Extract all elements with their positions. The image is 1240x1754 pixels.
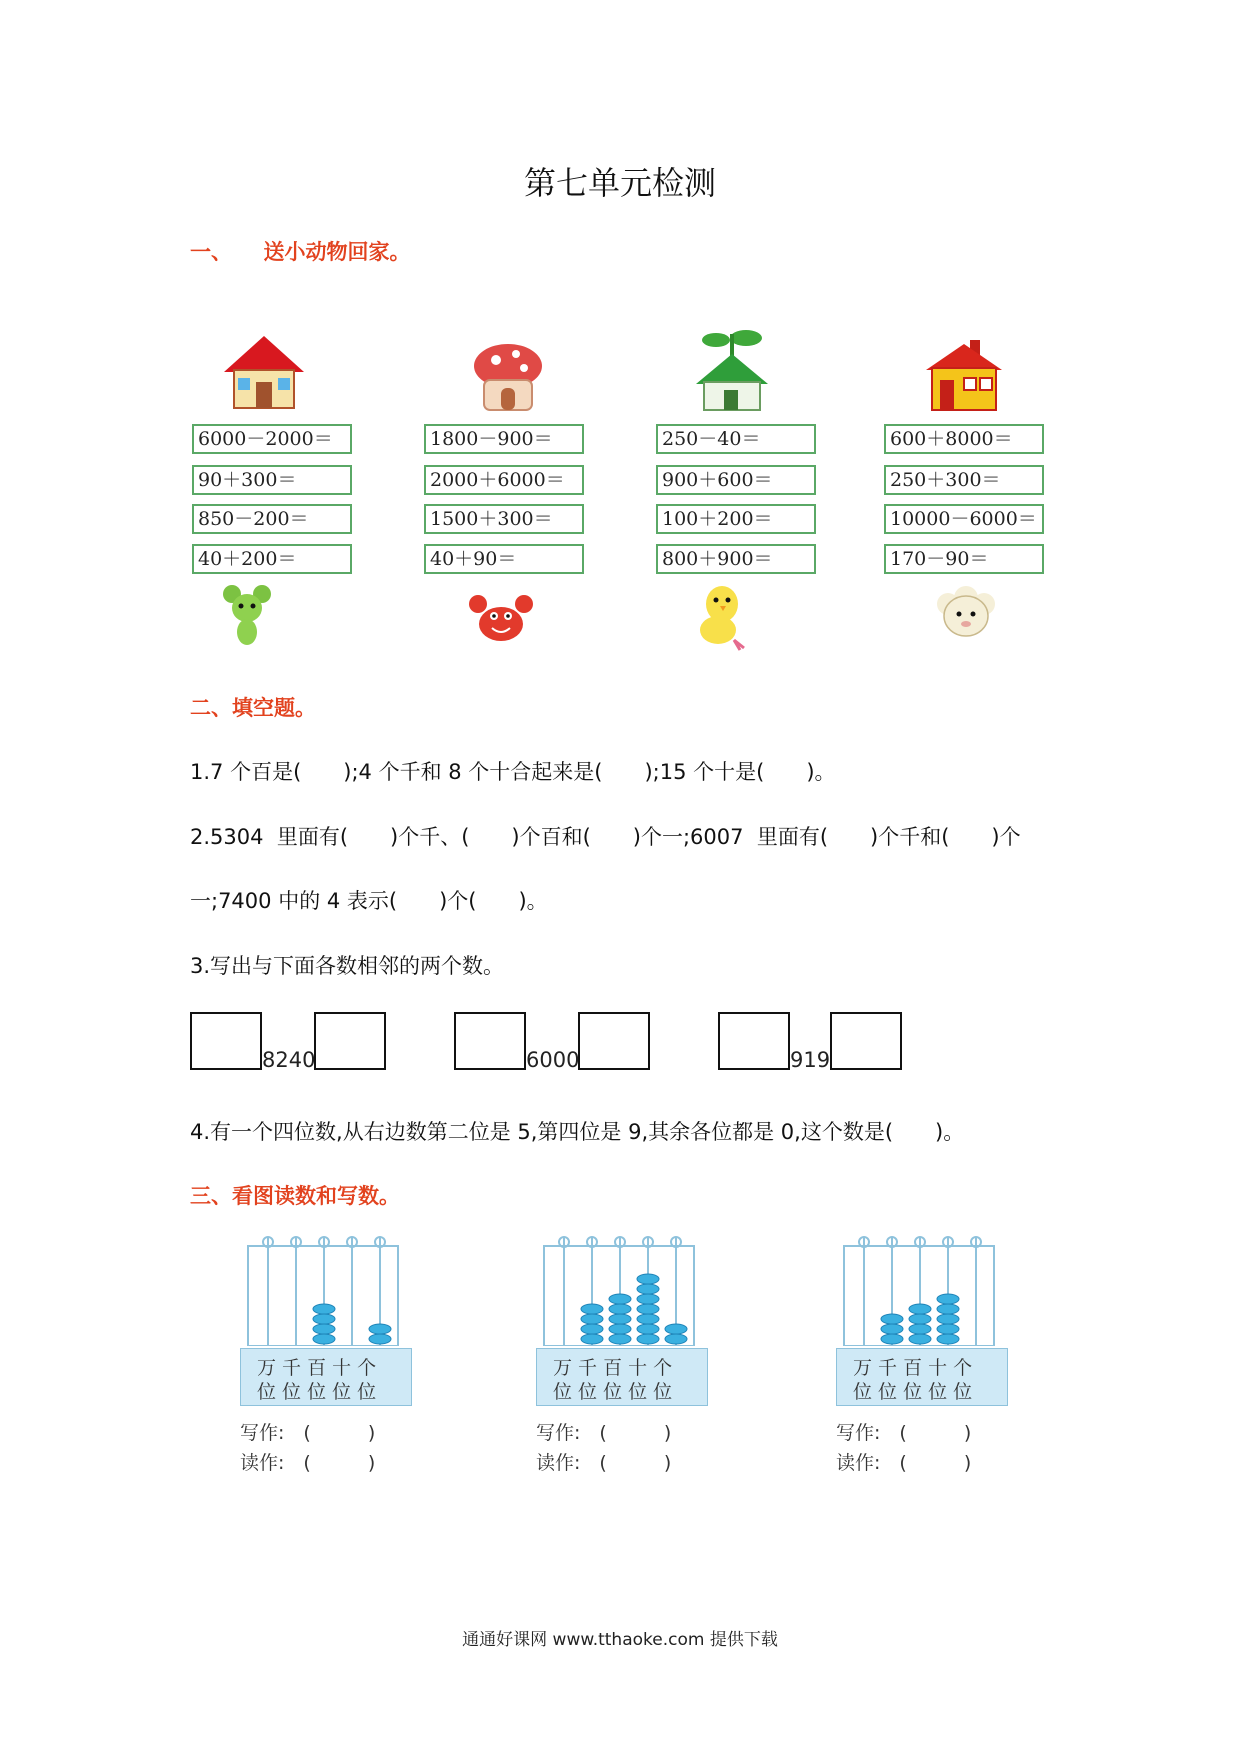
leaf-house-icon <box>694 326 770 412</box>
abacus-bead <box>637 1294 659 1304</box>
abacus-bead <box>937 1324 959 1334</box>
abacus-bead <box>909 1304 931 1314</box>
question-3: 3.写出与下面各数相邻的两个数。 <box>190 954 505 978</box>
equation-box: 40＋90＝ <box>424 544 584 574</box>
number-label: 6000 <box>526 1048 580 1072</box>
abacus-bead <box>609 1314 631 1324</box>
write-label: 写作: ( ) <box>536 1422 672 1444</box>
sheep-icon <box>934 584 998 644</box>
answer-box[interactable] <box>830 1012 902 1070</box>
equation-box: 250＋300＝ <box>884 465 1044 495</box>
equation-box: 10000－6000＝ <box>884 504 1044 534</box>
abacus-bead <box>581 1314 603 1324</box>
house-icon <box>222 332 306 412</box>
equation-box: 6000－2000＝ <box>192 424 352 454</box>
abacus-bead <box>909 1314 931 1324</box>
answer-box[interactable] <box>718 1012 790 1070</box>
chick-icon <box>694 582 750 652</box>
abacus-bead <box>881 1314 903 1324</box>
abacus-bead <box>313 1334 335 1344</box>
abacus-bead <box>313 1314 335 1324</box>
abacus-bead <box>937 1334 959 1344</box>
section-heading-2: 二、填空题。 <box>190 696 316 720</box>
abacus-bead <box>313 1324 335 1334</box>
write-label: 写作: ( ) <box>836 1422 972 1444</box>
abacus-base <box>240 1348 412 1406</box>
read-label: 读作: ( ) <box>240 1452 376 1474</box>
red-house-icon <box>924 336 1004 412</box>
abacus-bead <box>609 1304 631 1314</box>
equation-box: 90＋300＝ <box>192 465 352 495</box>
abacus-bead <box>881 1324 903 1334</box>
equation-box: 1800－900＝ <box>424 424 584 454</box>
abacus-bead <box>609 1324 631 1334</box>
abacus-bead <box>665 1334 687 1344</box>
abacus <box>240 1236 412 1406</box>
number-label: 919 <box>790 1048 831 1072</box>
abacus-rods <box>536 1236 708 1346</box>
equation-box: 1500＋300＝ <box>424 504 584 534</box>
answer-box[interactable] <box>578 1012 650 1070</box>
equation-box: 900＋600＝ <box>656 465 816 495</box>
equation-box: 850－200＝ <box>192 504 352 534</box>
abacus-bead <box>665 1324 687 1334</box>
answer-box[interactable] <box>314 1012 386 1070</box>
abacus-bead <box>313 1304 335 1314</box>
abacus-base <box>536 1348 708 1406</box>
question-4: 4.有一个四位数,从右边数第二位是 5,第四位是 9,其余各位都是 0,这个数是( )。 <box>190 1120 965 1144</box>
abacus-bead <box>637 1284 659 1294</box>
abacus-bead <box>637 1314 659 1324</box>
abacus-bead <box>937 1294 959 1304</box>
abacus <box>536 1236 708 1406</box>
answer-box[interactable] <box>190 1012 262 1070</box>
abacus-bead <box>581 1324 603 1334</box>
question-2-continued: 一;7400 中的 4 表示( )个( )。 <box>190 889 548 913</box>
abacus-bead <box>637 1324 659 1334</box>
place-suffix: 位 位 位 位 位 <box>257 1381 377 1403</box>
abacus-bead <box>581 1334 603 1344</box>
abacus-bead <box>937 1304 959 1314</box>
place-names: 万 千 百 十 个 <box>553 1357 673 1379</box>
abacus-rods <box>836 1236 1008 1346</box>
place-names: 万 千 百 十 个 <box>853 1357 973 1379</box>
abacus-bead <box>637 1334 659 1344</box>
abacus <box>836 1236 1008 1406</box>
read-label: 读作: ( ) <box>836 1452 972 1474</box>
equation-box: 600＋8000＝ <box>884 424 1044 454</box>
abacus-bead <box>909 1324 931 1334</box>
abacus-bead <box>369 1334 391 1344</box>
abacus-bead <box>637 1274 659 1284</box>
equation-box: 800＋900＝ <box>656 544 816 574</box>
answer-box[interactable] <box>454 1012 526 1070</box>
abacus-bead <box>881 1334 903 1344</box>
abacus-bead <box>937 1314 959 1324</box>
abacus-bead <box>369 1324 391 1334</box>
equation-box: 40＋200＝ <box>192 544 352 574</box>
mushroom-house-icon <box>470 340 546 412</box>
place-suffix: 位 位 位 位 位 <box>553 1381 673 1403</box>
abacus-base <box>836 1348 1008 1406</box>
abacus-bead <box>581 1304 603 1314</box>
place-suffix: 位 位 位 位 位 <box>853 1381 973 1403</box>
write-label: 写作: ( ) <box>240 1422 376 1444</box>
question-2: 2.5304 里面有( )个千、( )个百和( )个一;6007 里面有( )个千和( )个 <box>190 825 1021 849</box>
abacus-rods <box>240 1236 412 1346</box>
number-label: 8240 <box>262 1048 316 1072</box>
equation-box: 170－90＝ <box>884 544 1044 574</box>
abacus-bead <box>637 1304 659 1314</box>
equation-box: 100＋200＝ <box>656 504 816 534</box>
read-label: 读作: ( ) <box>536 1452 672 1474</box>
abacus-bead <box>609 1294 631 1304</box>
section-heading-3: 三、看图读数和写数。 <box>190 1184 400 1208</box>
equation-box: 2000＋6000＝ <box>424 465 584 495</box>
section-heading-1: 一、 送小动物回家。 <box>190 240 411 264</box>
equation-box: 250－40＝ <box>656 424 816 454</box>
crab-icon <box>468 590 534 646</box>
question-1: 1.7 个百是( );4 个千和 8 个十合起来是( );15 个十是( )。 <box>190 760 836 784</box>
place-names: 万 千 百 十 个 <box>257 1357 377 1379</box>
abacus-bead <box>909 1334 931 1344</box>
page-title: 第七单元检测 <box>523 164 716 202</box>
abacus-bead <box>609 1334 631 1344</box>
mouse-icon <box>222 582 272 648</box>
footer: 通通好课网 www.tthaoke.com 提供下载 <box>462 1630 778 1650</box>
